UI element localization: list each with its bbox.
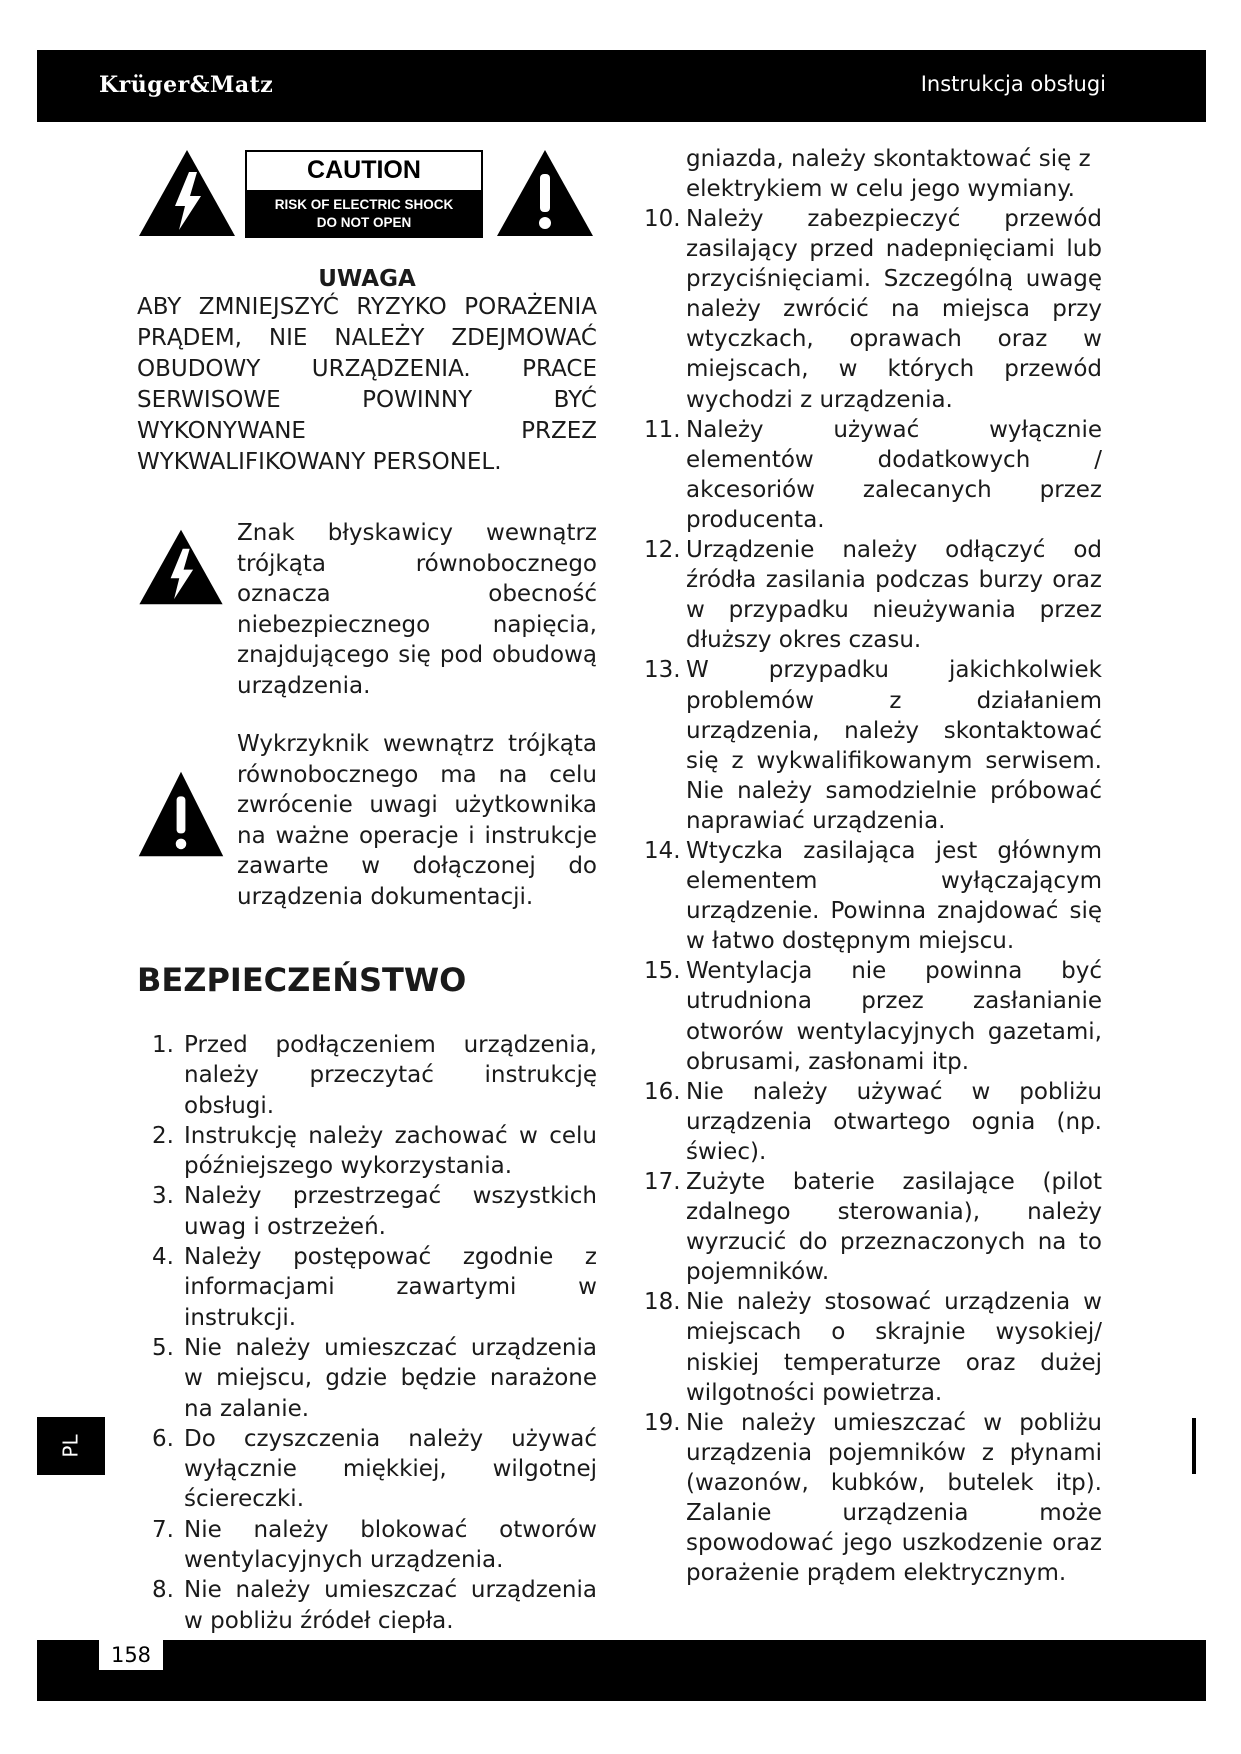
right-column bbox=[644, 144, 1102, 1588]
page-footer bbox=[37, 1640, 1206, 1701]
list-item bbox=[137, 1515, 597, 1576]
item-number: 19. bbox=[644, 1409, 681, 1436]
list-item bbox=[644, 204, 1102, 415]
header-title: Instrukcja obsługi bbox=[920, 72, 1106, 96]
margin-bar bbox=[1192, 1418, 1196, 1474]
item-number: 16. bbox=[644, 1078, 681, 1105]
symbol-text: Wykrzyknik wewnątrz trójkąta równobocznego ma na celu zwrócenie uwagi użytkownika na ważne operacje i instrukcje zawarte w dołączonej do urządzenia dokumentacji. bbox=[237, 731, 597, 910]
item-number: 11. bbox=[644, 416, 681, 443]
item-number: 13. bbox=[644, 657, 681, 684]
warning-title: UWAGA bbox=[318, 266, 416, 292]
warning-text: ABY ZMNIEJSZYĆ RYZYKO PORAŻENIA PRĄDEM, NIE NALEŻY ZDEJMOWAĆ OBUDOWY URZĄDZENIA. PRACE SERWISOWE POWINNY BYĆ WYKONYWANE PRZEZ WYKWALIFIKOWANY PERSONEL. bbox=[137, 294, 597, 475]
item-number: 2. bbox=[152, 1122, 174, 1149]
item-number: 4. bbox=[152, 1244, 174, 1271]
brand-logo: Krüger&Matz bbox=[99, 72, 274, 98]
section-title: BEZPIECZEŃSTWO bbox=[137, 961, 467, 999]
symbol-explanation-lightning bbox=[137, 518, 597, 701]
lightning-triangle-icon bbox=[137, 528, 225, 606]
caution-line-2: DO NOT OPEN bbox=[316, 215, 412, 230]
item-text: Instrukcję należy zachować w celu późniejszego wykorzystania. bbox=[184, 1122, 597, 1180]
list-item bbox=[644, 836, 1102, 956]
item-text: Do czyszczenia należy używać wyłącznie miękkiej, wilgotnej ściereczki. bbox=[184, 1425, 597, 1513]
list-item bbox=[137, 1030, 597, 1121]
list-item bbox=[644, 1167, 1102, 1287]
page-header bbox=[37, 50, 1206, 122]
item-text: Nie należy blokować otworów wentylacyjnych urządzenia. bbox=[184, 1516, 597, 1574]
list-item-continuation: gniazda, należy skontaktować się z elektrykiem w celu jego wymiany. bbox=[686, 146, 1091, 202]
item-text: Nie należy umieszczać urządzenia w pobliżu źródeł ciepła. bbox=[184, 1577, 597, 1634]
item-number: 18. bbox=[644, 1289, 681, 1316]
list-item bbox=[644, 956, 1102, 1076]
item-number: 15. bbox=[644, 958, 681, 985]
item-number: 8. bbox=[152, 1577, 174, 1604]
item-text: Nie należy używać w pobliżu urządzenia otwartego ognia (np. świec). bbox=[686, 1078, 1102, 1165]
language-tab-label: PL bbox=[58, 1434, 83, 1458]
page-number: 158 bbox=[99, 1640, 163, 1670]
exclamation-triangle-icon bbox=[495, 148, 595, 238]
item-number: 17. bbox=[644, 1169, 681, 1195]
item-text: Należy używać wyłącznie elementów dodatkowych / akcesoriów zalecanych przez producenta. bbox=[686, 416, 1102, 533]
item-number: 14. bbox=[644, 837, 681, 864]
item-text: Należy postępować zgodnie z informacjami zawartymi w instrukcji. bbox=[184, 1244, 597, 1331]
list-item bbox=[137, 1121, 597, 1182]
item-text: Nie należy umieszczać urządzenia w miejscu, gdzie będzie narażone na zalanie. bbox=[184, 1334, 597, 1422]
symbol-explanation-exclamation bbox=[137, 729, 597, 912]
left-column bbox=[137, 148, 597, 1666]
list-item bbox=[644, 535, 1102, 655]
list-item bbox=[644, 1077, 1102, 1167]
item-number: 12. bbox=[644, 537, 681, 564]
safety-list-right bbox=[644, 204, 1102, 1588]
list-item bbox=[137, 1242, 597, 1333]
item-text: Wtyczka zasilająca jest głównym elementem wyłączającym urządzenie. Powinna znajdować się w łatwo dostępnym miejscu. bbox=[686, 837, 1102, 955]
item-text: Należy zabezpieczyć przewód zasilający przed nadepnięciami lub przyciśnięciami. Szczególną uwagę należy zwrócić na miejsca przy wtyczkach, oprawach oraz w miejscach, w których przewód wychodzi z urządzenia. bbox=[686, 206, 1102, 413]
item-text: Należy przestrzegać wszystkich uwag i ostrzeżeń. bbox=[184, 1183, 597, 1240]
list-item bbox=[644, 415, 1102, 535]
caution-line-1: RISK OF ELECTRIC SHOCK bbox=[274, 197, 454, 212]
item-number: 10. bbox=[644, 206, 681, 232]
list-item bbox=[137, 1333, 597, 1424]
lightning-triangle-icon bbox=[137, 148, 237, 238]
caution-subtitle bbox=[247, 190, 481, 236]
safety-list-left bbox=[137, 1030, 597, 1666]
item-number: 1. bbox=[152, 1032, 174, 1058]
caution-box bbox=[245, 150, 483, 238]
list-item bbox=[644, 1287, 1102, 1407]
item-text: W przypadku jakichkolwiek problemów z działaniem urządzenia, należy skontaktować się z wykwalifikowanym serwisem. Nie należy samodzielnie próbować naprawiać urządzenia. bbox=[686, 657, 1102, 834]
caution-label-row bbox=[137, 148, 597, 246]
item-number: 5. bbox=[152, 1334, 174, 1361]
language-tab bbox=[37, 1417, 105, 1475]
list-item bbox=[644, 655, 1102, 836]
item-text: Wentylacja nie powinna być utrudniona przez zasłanianie otworów wentylacyjnych gazetami, obrusami, zasłonami itp. bbox=[686, 958, 1102, 1075]
item-text: Nie należy umieszczać w pobliżu urządzenia pojemników z płynami (wazonów, kubków, butelek itp). Zalanie urządzenia może spowodować jego uszkodzenie oraz porażenie prądem elektrycznym. bbox=[686, 1409, 1102, 1587]
item-text: Zużyte baterie zasilające (pilot zdalnego sterowania), należy wyrzucić do przeznaczonych na to pojemników. bbox=[686, 1169, 1102, 1286]
item-text: Przed podłączeniem urządzenia, należy przeczytać instrukcję obsługi. bbox=[184, 1032, 597, 1119]
symbol-text: Znak błyskawicy wewnątrz trójkąta równobocznego oznacza obecność niebezpiecznego napięcia, znajdującego się pod obudową urządzenia. bbox=[237, 520, 597, 699]
item-text: Nie należy stosować urządzenia w miejscach o skrajnie wysokiej/ niskiej temperaturze oraz dużej wilgotności powietrza. bbox=[686, 1289, 1102, 1406]
item-text: Urządzenie należy odłączyć od źródła zasilania podczas burzy oraz w przypadku nieużywania przez dłuższy okres czasu. bbox=[686, 537, 1102, 654]
list-item bbox=[137, 1575, 597, 1636]
list-item bbox=[137, 1424, 597, 1515]
caution-title: CAUTION bbox=[307, 156, 421, 184]
item-number: 3. bbox=[152, 1183, 174, 1210]
item-number: 6. bbox=[152, 1425, 174, 1452]
item-number: 7. bbox=[152, 1516, 174, 1543]
list-item bbox=[137, 1181, 597, 1242]
exclamation-triangle-icon bbox=[137, 769, 225, 859]
list-item bbox=[644, 1408, 1102, 1589]
